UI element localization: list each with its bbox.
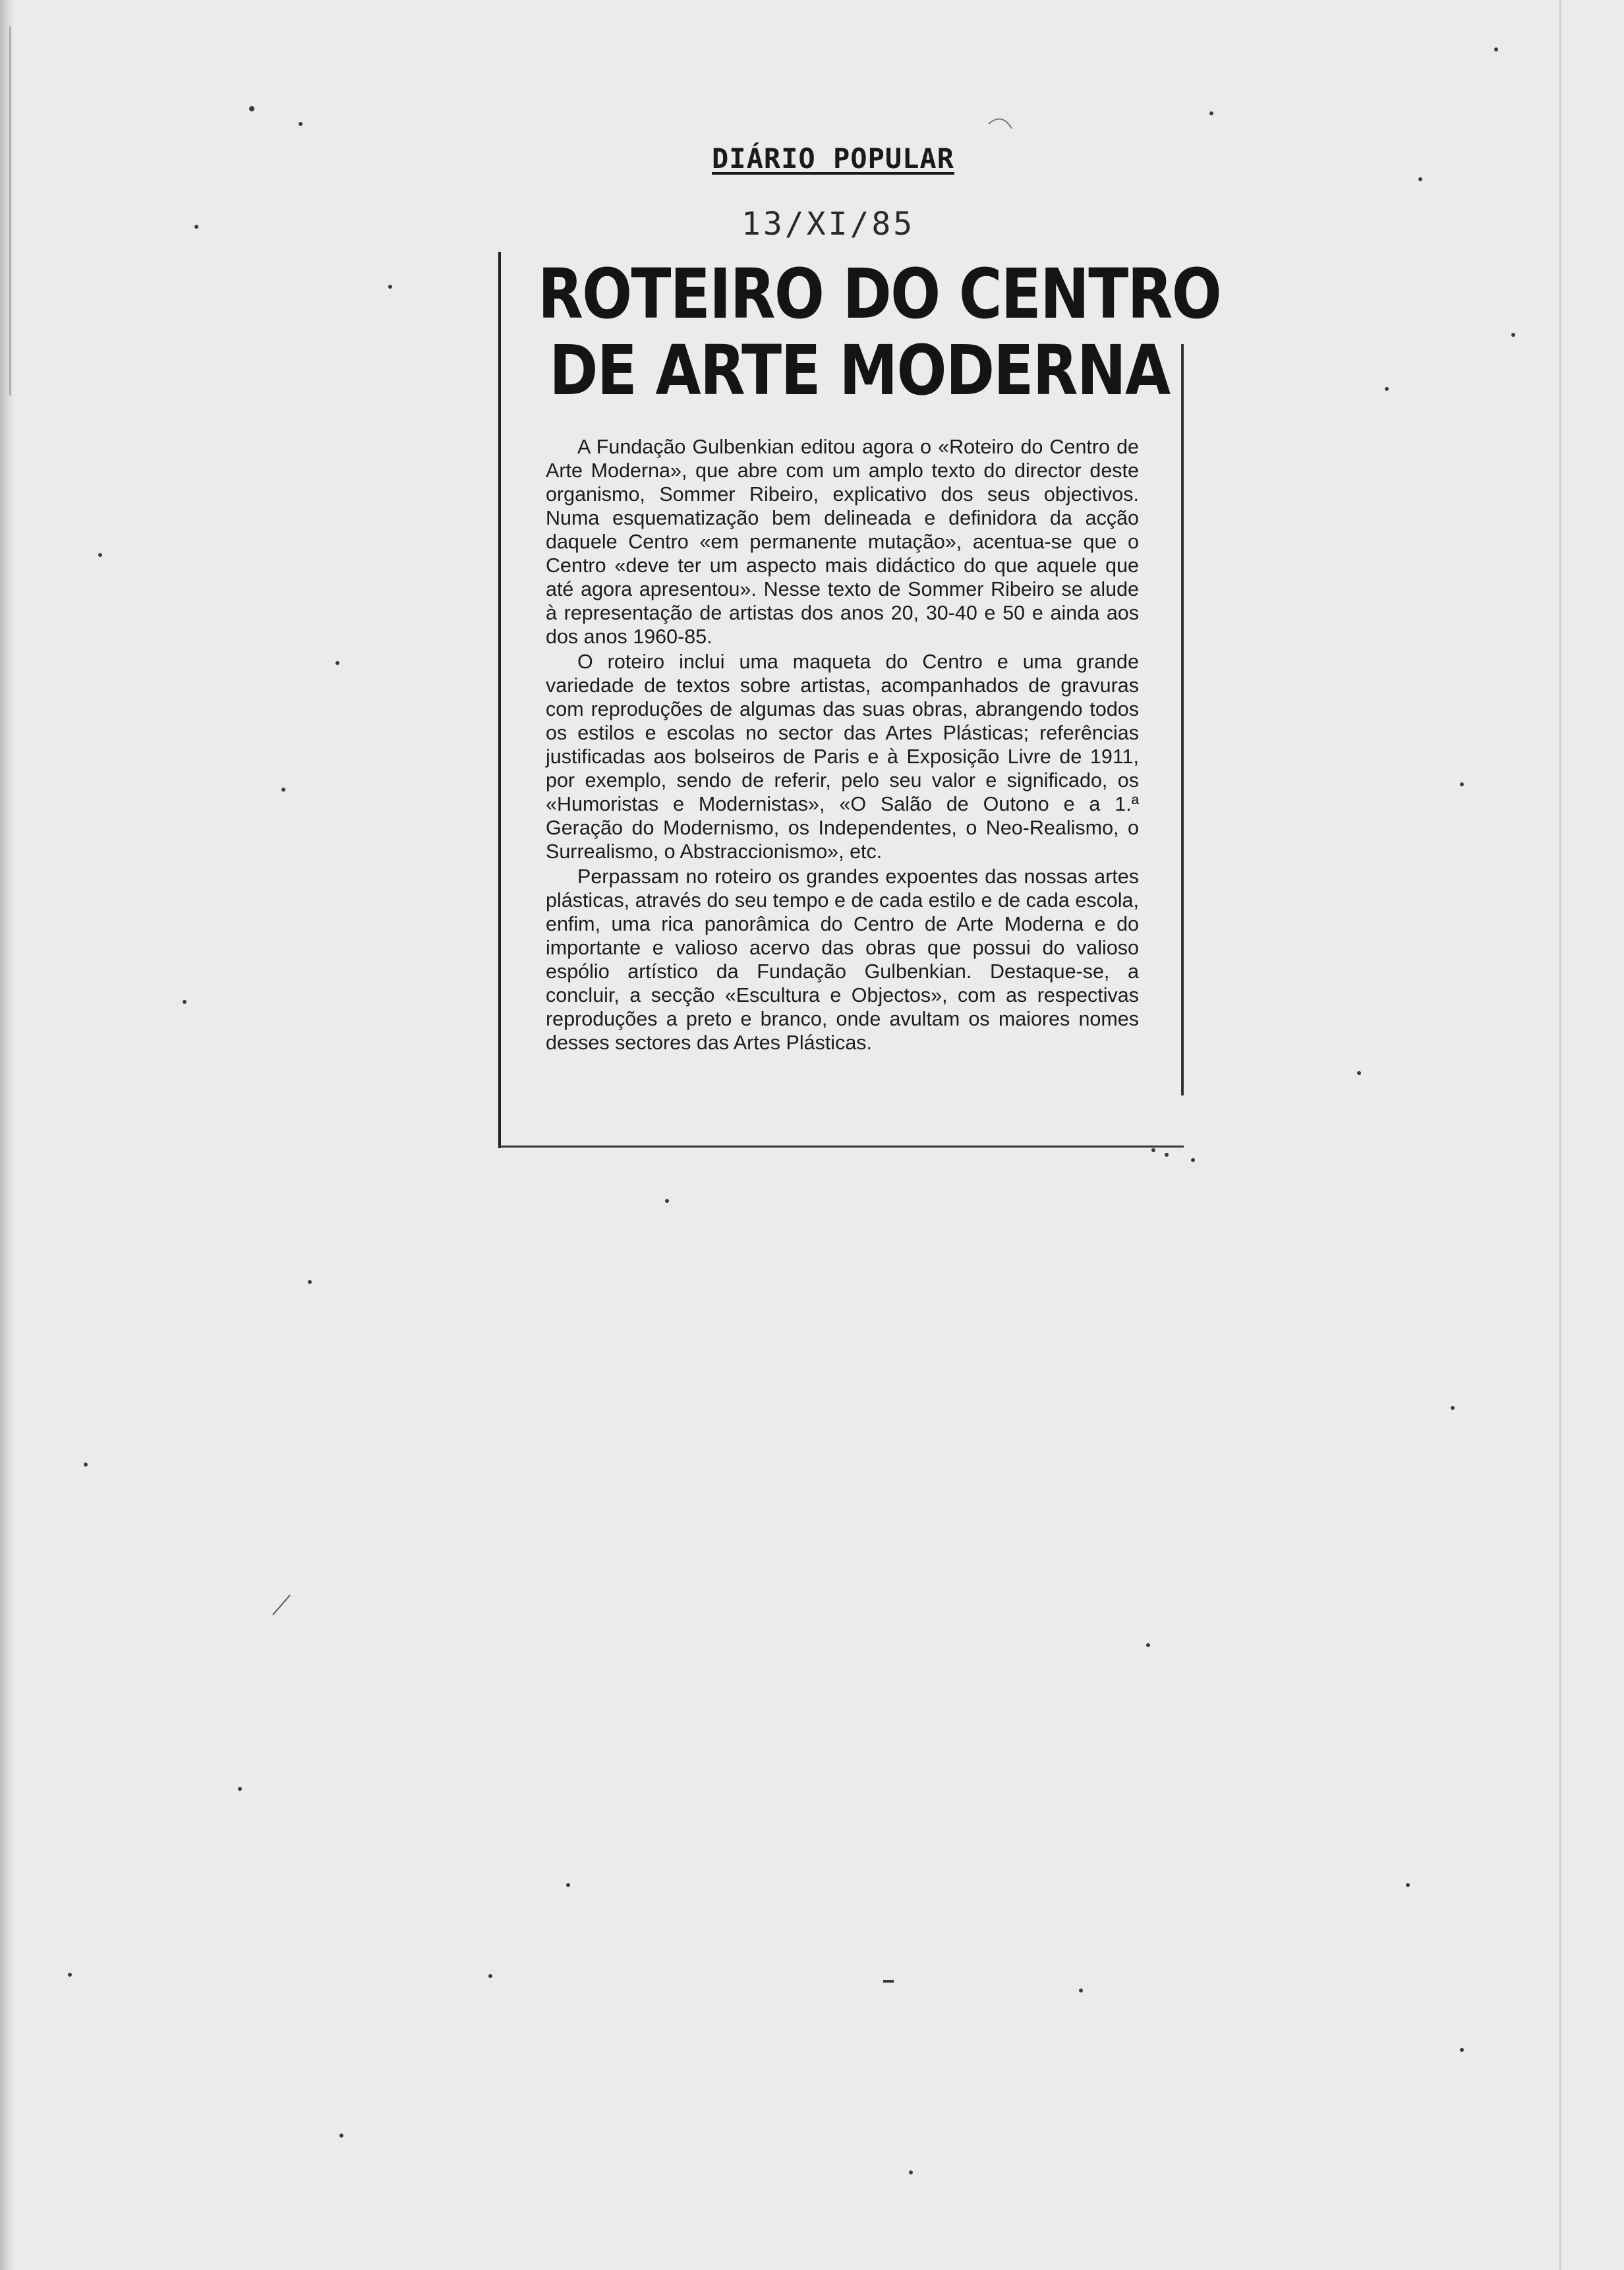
scan-edge-shadow bbox=[0, 0, 14, 2270]
headline-line-2: DE ARTE MODERNA bbox=[549, 330, 1170, 411]
headline-line-1: ROTEIRO DO CENTRO bbox=[538, 254, 1221, 334]
handwritten-date: 13/XI/85 bbox=[741, 206, 915, 243]
article-paragraph: Perpassam no roteiro os grandes expoentes das nossas artes plásticas, através do seu tempo e de cada estilo e de cada escola, enfim, uma rica panorâmica do Centro de Arte Moderna e do importante e valioso acervo das obras que possui do valioso espólio artístico da Fundação Gulbenkian. Destaque-se, a concluir, a secção «Escultura e Objectos», com as respectivas reproduções a preto e branco, onde avultam os maiores nomes desses sectores das Artes Plásticas. bbox=[546, 865, 1139, 1054]
clipping-border-bottom bbox=[498, 1146, 1184, 1148]
clipping-border-left bbox=[498, 252, 501, 1148]
article-headline bbox=[538, 254, 1221, 411]
article-paragraph: A Fundação Gulbenkian editou agora o «Roteiro do Centro de Arte Moderna», que abre com um amplo texto do director deste organismo, Sommer Ribeiro, explicativo dos seus objectivos. Numa esquematização bem delineada e definidora da acção daquele Centro «em permanente mutação», acentua-se que o Centro «deve ter um aspecto mais didáctico do que aquele que até agora apresentou». Nesse texto de Sommer Ribeiro se alude à representação de artistas dos anos 20, 30-40 e 50 e ainda aos dos anos 1960-85. bbox=[546, 436, 1139, 648]
clipping-border-right bbox=[1181, 344, 1184, 1095]
newspaper-clipping bbox=[498, 252, 1221, 1155]
article-paragraph: O roteiro inclui uma maqueta do Centro e uma grande variedade de textos sobre artistas, acompanhados de gravuras com reproduções de algumas das suas obras, abrangendo todos os estilos e escolas no sector das Artes Plásticas; referências justificadas aos bolseiros de Paris e à Exposição Livre de 1911, por exemplo, sendo de referir, pelo seu valor e significado, os «Humoristas e Modernistas», «O Salão de Outono e a 1.ª Geração do Modernismo, os Independentes, o Neo-Realismo, o Surrealismo, o Abstraccionismo», etc. bbox=[546, 651, 1139, 863]
paper-fold-line bbox=[1559, 0, 1561, 2270]
publication-masthead: DIÁRIO POPULAR bbox=[712, 142, 955, 175]
scan-edge-line bbox=[9, 26, 11, 395]
article-body bbox=[546, 435, 1139, 1056]
